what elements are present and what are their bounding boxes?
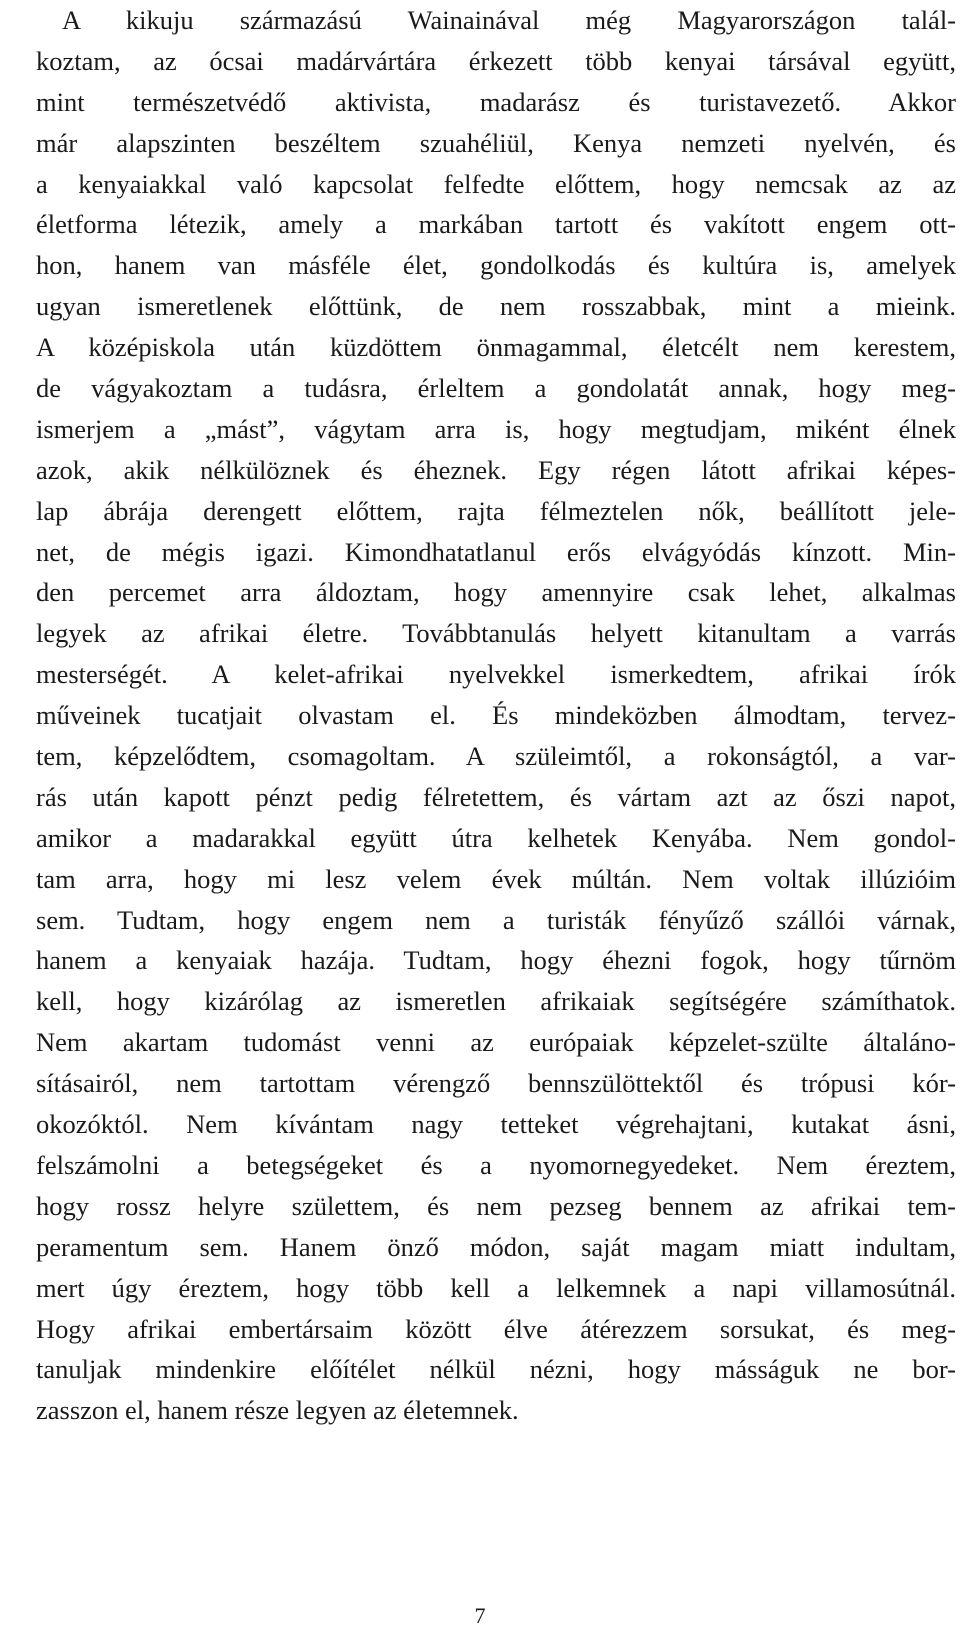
text-line: de vágyakoztam a tudásra, érleltem a gondolatát annak, hogy meg- bbox=[36, 373, 956, 404]
text-line: Hogy afrikai embertársaim között élve átérezzem sorsukat, és meg- bbox=[36, 1313, 956, 1344]
text-line: tanuljak mindenkire előítélet nélkül nézni, hogy másságuk ne bor- bbox=[36, 1354, 956, 1385]
text-line: amikor a madarakkal együtt útra kelhetek Kenyába. Nem gondol- bbox=[36, 822, 956, 853]
text-line: A kikuju származású Wainainával még Magyarországon talál- bbox=[62, 5, 956, 35]
text-line: ugyan ismeretlenek előttünk, de nem rosszabbak, mint a mieink. bbox=[36, 291, 956, 322]
text-line: hon, hanem van másféle élet, gondolkodás és kultúra is, amelyek bbox=[36, 250, 956, 281]
text-line: net, de mégis igazi. Kimondhatatlanul erős elvágyódás kínzott. Min- bbox=[36, 536, 956, 567]
text-line: tem, képzelődtem, csomagoltam. A szüleimtől, a rokonságtól, a var- bbox=[36, 741, 956, 772]
text-line: koztam, az ócsai madárvártára érkezett több kenyai társával együtt, bbox=[36, 45, 956, 76]
text-line: sításairól, nem tartottam vérengző bennszülöttektől és trópusi kór- bbox=[36, 1068, 956, 1099]
text-line: okozóktól. Nem kívántam nagy tetteket végrehajtani, kutakat ásni, bbox=[36, 1109, 956, 1140]
text-line: mert úgy éreztem, hogy több kell a lelkemnek a napi villamosútnál. bbox=[36, 1272, 956, 1303]
text-line: hanem a kenyaiak hazája. Tudtam, hogy éhezni fogok, hogy tűrnöm bbox=[36, 945, 956, 976]
text-line: kell, hogy kizárólag az ismeretlen afrikaiak segítségére számíthatok. bbox=[36, 986, 956, 1017]
body-text bbox=[36, 0, 956, 1431]
text-line: peramentum sem. Hanem önző módon, saját magam miatt indultam, bbox=[36, 1231, 956, 1262]
text-line: A középiskola után küzdöttem önmagammal, életcélt nem kerestem, bbox=[36, 332, 956, 363]
text-line: felszámolni a betegségeket és a nyomornegyedeket. Nem éreztem, bbox=[36, 1149, 956, 1180]
text-line: már alapszinten beszéltem szuahéliül, Kenya nemzeti nyelvén, és bbox=[36, 127, 956, 158]
text-line: lap ábrája derengett előttem, rajta félmeztelen nők, beállított jele- bbox=[36, 495, 956, 526]
text-line: hogy rossz helyre születtem, és nem pezseg bennem az afrikai tem- bbox=[36, 1190, 956, 1221]
text-line: mint természetvédő aktivista, madarász és turistavezető. Akkor bbox=[36, 86, 956, 117]
text-line: tam arra, hogy mi lesz velem évek múltán. Nem voltak illúzióim bbox=[36, 863, 956, 894]
text-line: sem. Tudtam, hogy engem nem a turisták fényűző szállói várnak, bbox=[36, 904, 956, 935]
text-line: rás után kapott pénzt pedig félretettem, és vártam azt az őszi napot, bbox=[36, 781, 956, 812]
text-line: mesterségét. A kelet-afrikai nyelvekkel ismerkedtem, afrikai írók bbox=[36, 659, 956, 690]
text-line: azok, akik nélkülöznek és éheznek. Egy régen látott afrikai képes- bbox=[36, 454, 956, 485]
page-number: 7 bbox=[474, 1603, 486, 1628]
text-line: ismerjem a „mást”, vágytam arra is, hogy megtudjam, miként élnek bbox=[36, 413, 956, 444]
text-line: műveinek tucatjait olvastam el. És mindeközben álmodtam, tervez- bbox=[36, 700, 956, 731]
text-line: legyek az afrikai életre. Továbbtanulás helyett kitanultam a varrás bbox=[36, 618, 956, 649]
text-line: a kenyaiakkal való kapcsolat felfedte előttem, hogy nemcsak az az bbox=[36, 168, 956, 199]
text-line: Nem akartam tudomást venni az európaiak képzelet-szülte általáno- bbox=[36, 1027, 956, 1058]
text-line: zasszon el, hanem része legyen az életemnek. bbox=[36, 1395, 519, 1426]
text-line: den percemet arra áldoztam, hogy amennyire csak lehet, alkalmas bbox=[36, 577, 956, 608]
text-line: életforma létezik, amely a markában tartott és vakított engem ott- bbox=[36, 209, 956, 240]
